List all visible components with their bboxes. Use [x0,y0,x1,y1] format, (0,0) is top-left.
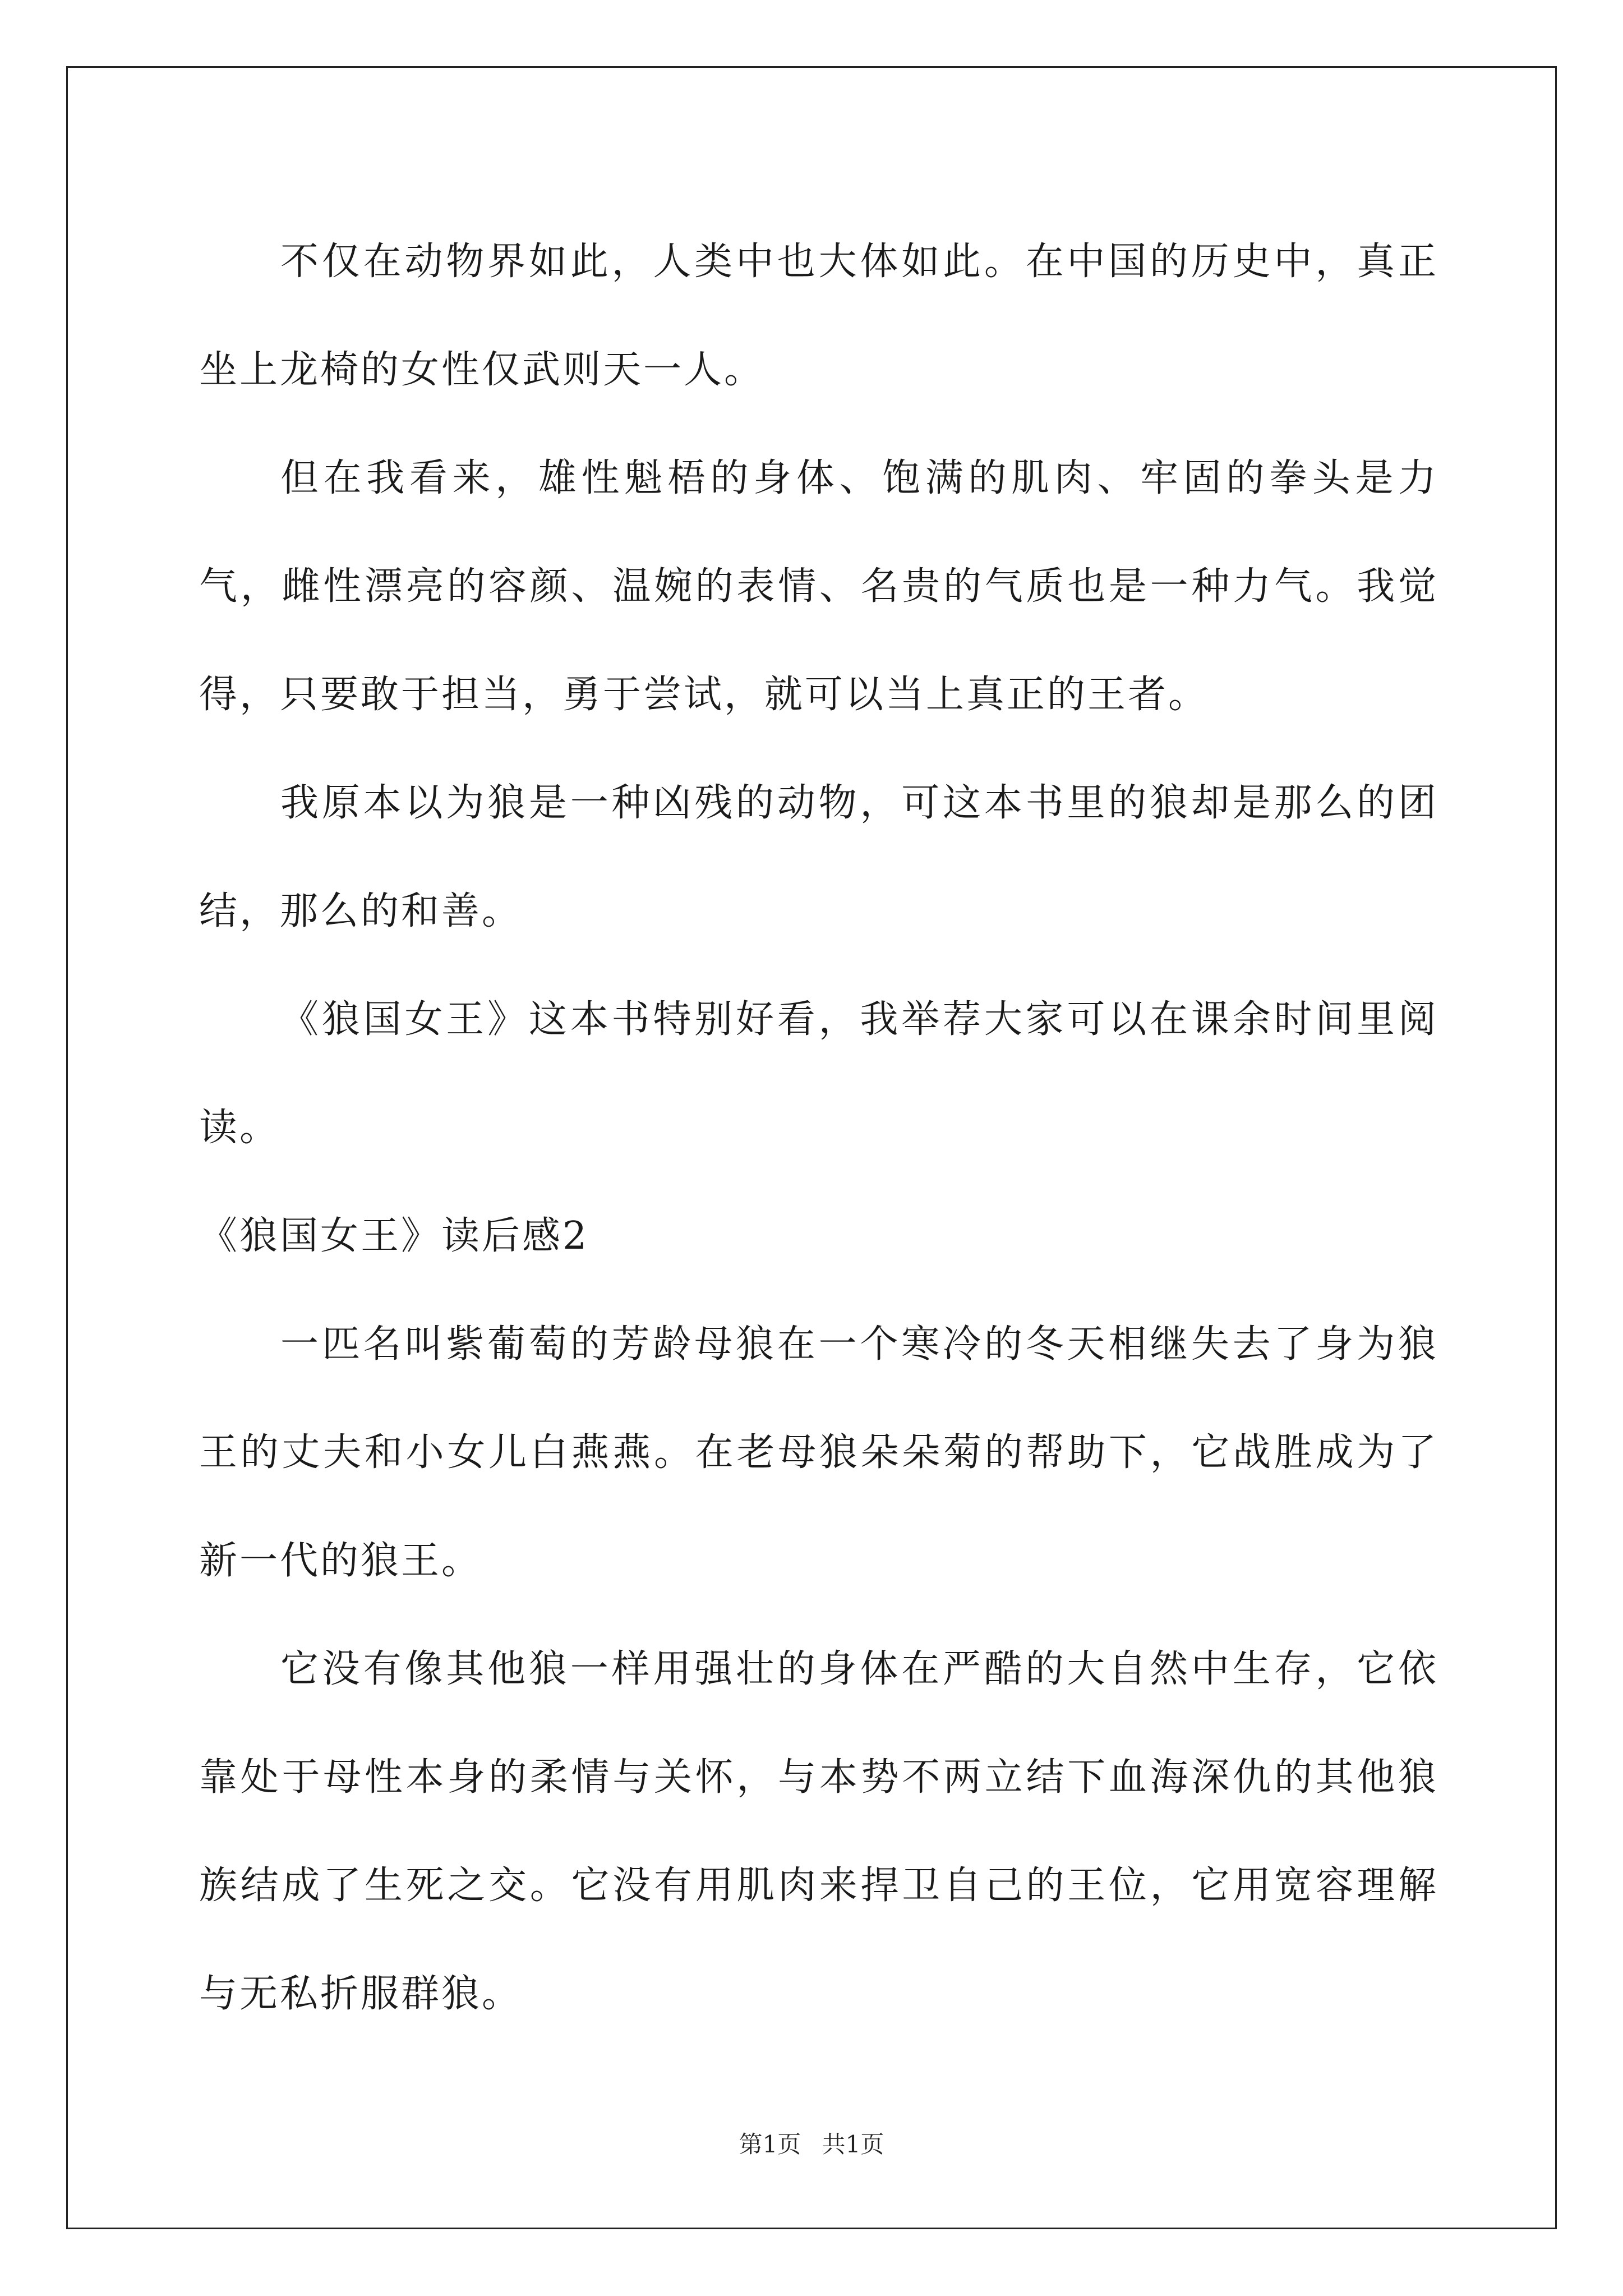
page-number-total: 共1页 [822,2131,884,2158]
page-number-current: 第1页 [739,2131,801,2158]
document-body [199,208,1438,2048]
page-footer [0,2126,1623,2160]
paragraph: 但在我看来，雄性魁梧的身体、饱满的肌肉、牢固的拳头是力气，雌性漂亮的容颜、温婉的表情、名贵的气质也是一种力气。我觉得，只要敢于担当，勇于尝试，就可以当上真正的王者。 [199,456,1438,717]
paragraph: 我原本以为狼是一种凶残的动物，可这本书里的狼却是那么的团结，那么的和善。 [199,781,1438,933]
paragraph: 一匹名叫紫葡萄的芳龄母狼在一个寒冷的冬天相继失去了身为狼王的丈夫和小女儿白燕燕。在老母狼朵朵菊的帮助下，它战胜成为了新一代的狼王。 [199,1322,1438,1583]
paragraph: 《狼国女王》这本书特别好看，我举荐大家可以在课余时间里阅读。 [199,997,1438,1150]
section-heading: 《狼国女王》读后感2 [199,1214,589,1258]
paragraph: 不仅在动物界如此，人类中也大体如此。在中国的历史中，真正坐上龙椅的女性仅武则天一人。 [199,240,1438,392]
paragraph: 它没有像其他狼一样用强壮的身体在严酷的大自然中生存，它依靠处于母性本身的柔情与关怀，与本势不两立结下血海深仇的其他狼族结成了生死之交。它没有用肌肉来捍卫自己的王位，它用宽容理解与无私折服群狼。 [199,1647,1438,2016]
